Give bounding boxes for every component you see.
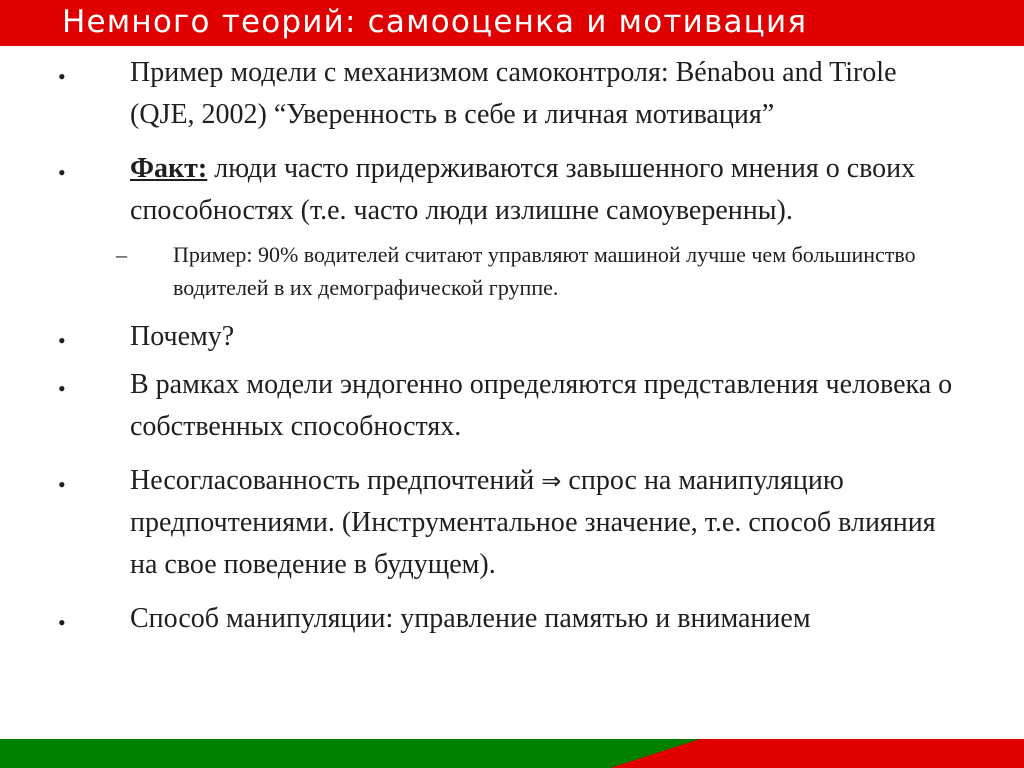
dash-icon: – [116, 242, 127, 267]
bullet-item-why [0, 316, 1024, 358]
bullet-icon: • [58, 472, 66, 497]
bottom-decor-band [0, 739, 1024, 768]
bullet-text-before: Несогласованность предпочтений [130, 465, 542, 496]
band-green [0, 739, 700, 768]
slide-content [0, 52, 1024, 640]
bullet-item-endogenous [0, 364, 1024, 448]
bullet-icon: • [58, 64, 66, 89]
bullet-item-manipulation [0, 598, 1024, 640]
bullet-text-after: спрос на манипуляцию предпочтениями. (Инструментальное значение, т.е. способ влияния на свое поведение в будущем). [130, 465, 936, 580]
bullet-icon: • [58, 610, 66, 635]
implies-arrow-icon: ⇒ [541, 467, 562, 495]
bullet-item-model [0, 52, 1024, 136]
bullet-icon: • [58, 328, 66, 353]
slide-title: Немного теорий: самооценка и мотивация [62, 4, 808, 40]
sub-bullet-item-example [0, 238, 1024, 304]
bullet-text: люди часто придерживаются завышенного мнения о своих способностях (т.е. часто люди излишне самоуверенны). [130, 153, 916, 226]
bullet-text: Пример модели с механизмом самоконтроля: Bénabou and Tirole (QJE, 2002) “Уверенность в себе и личная мотивация” [130, 57, 897, 130]
bullet-text: В рамках модели эндогенно определяются представления человека о собственных способностях. [130, 369, 953, 442]
bullet-text: Почему? [130, 321, 235, 352]
bullet-text: Способ манипуляции: управление памятью и вниманием [130, 603, 811, 634]
bullet-icon: • [58, 376, 66, 401]
bullet-item-fact [0, 148, 1024, 232]
fact-label: Факт: [130, 153, 208, 184]
bullet-icon: • [58, 160, 66, 185]
bullet-item-inconsistency [0, 460, 1024, 586]
title-bar [0, 0, 1024, 46]
sub-bullet-text: Пример: 90% водителей считают управляют машиной лучше чем большинство водителей в их демографической группе. [173, 242, 916, 300]
